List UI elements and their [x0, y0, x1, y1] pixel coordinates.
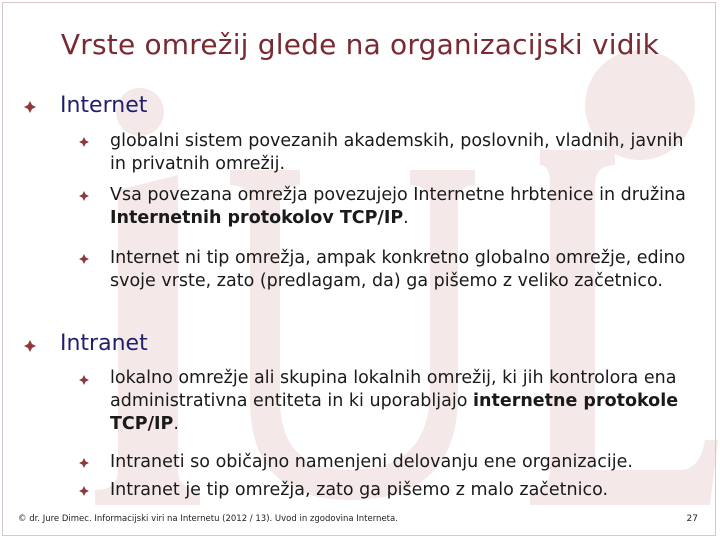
footer-copyright: © dr. Jure Dimec. Informacijski viri na Internetu (2012 / 13). Uvod in zgodovina Interneta. [18, 514, 398, 524]
section-heading-intranet: Intranet [60, 331, 148, 356]
list-item-text: Vsa povezana omrežja povezujejo Internetne hrbtenice in družina [110, 185, 686, 205]
list-item: Intraneti so običajno namenjeni delovanju ene organizacije. [110, 452, 633, 472]
list-item-bold: internetne protokole TCP/IP [110, 391, 679, 434]
list-item-bold: Internetnih protokolov TCP/IP [110, 208, 404, 228]
list-item-text: lokalno omrežje ali skupina lokalnih omrežij, ki jih kontrolora ena administrativna entiteta in ki uporabljajo [110, 368, 677, 411]
list-item [110, 367, 700, 436]
diamond-bullet-icon [24, 101, 36, 113]
diamond-bullet-icon [79, 486, 89, 496]
diamond-bullet-icon [79, 191, 89, 201]
list-item: Internet ni tip omrežja, ampak konkretno globalno omrežje, edino svoje vrste, zato (predlagam, da) ga pišemo z veliko začetnico. [110, 248, 686, 291]
diamond-bullet-icon [79, 254, 89, 264]
diamond-bullet-icon [79, 458, 89, 468]
list-item: Intranet je tip omrežja, zato ga pišemo z malo začetnico. [110, 480, 609, 500]
list-item-text-end: . [403, 208, 409, 228]
page-number: 27 [686, 514, 698, 524]
diamond-bullet-icon [79, 375, 89, 385]
list-item-text-end: . [173, 414, 179, 434]
slide-title: Vrste omrežij glede na organizacijski vidik [60, 28, 660, 61]
diamond-bullet-icon [24, 340, 36, 352]
list-item [110, 184, 700, 230]
list-item: globalni sistem povezanih akademskih, poslovnih, vladnih, javnih in privatnih omrežij. [110, 131, 684, 174]
diamond-bullet-icon [79, 137, 89, 147]
section-heading-internet: Internet [60, 93, 148, 118]
